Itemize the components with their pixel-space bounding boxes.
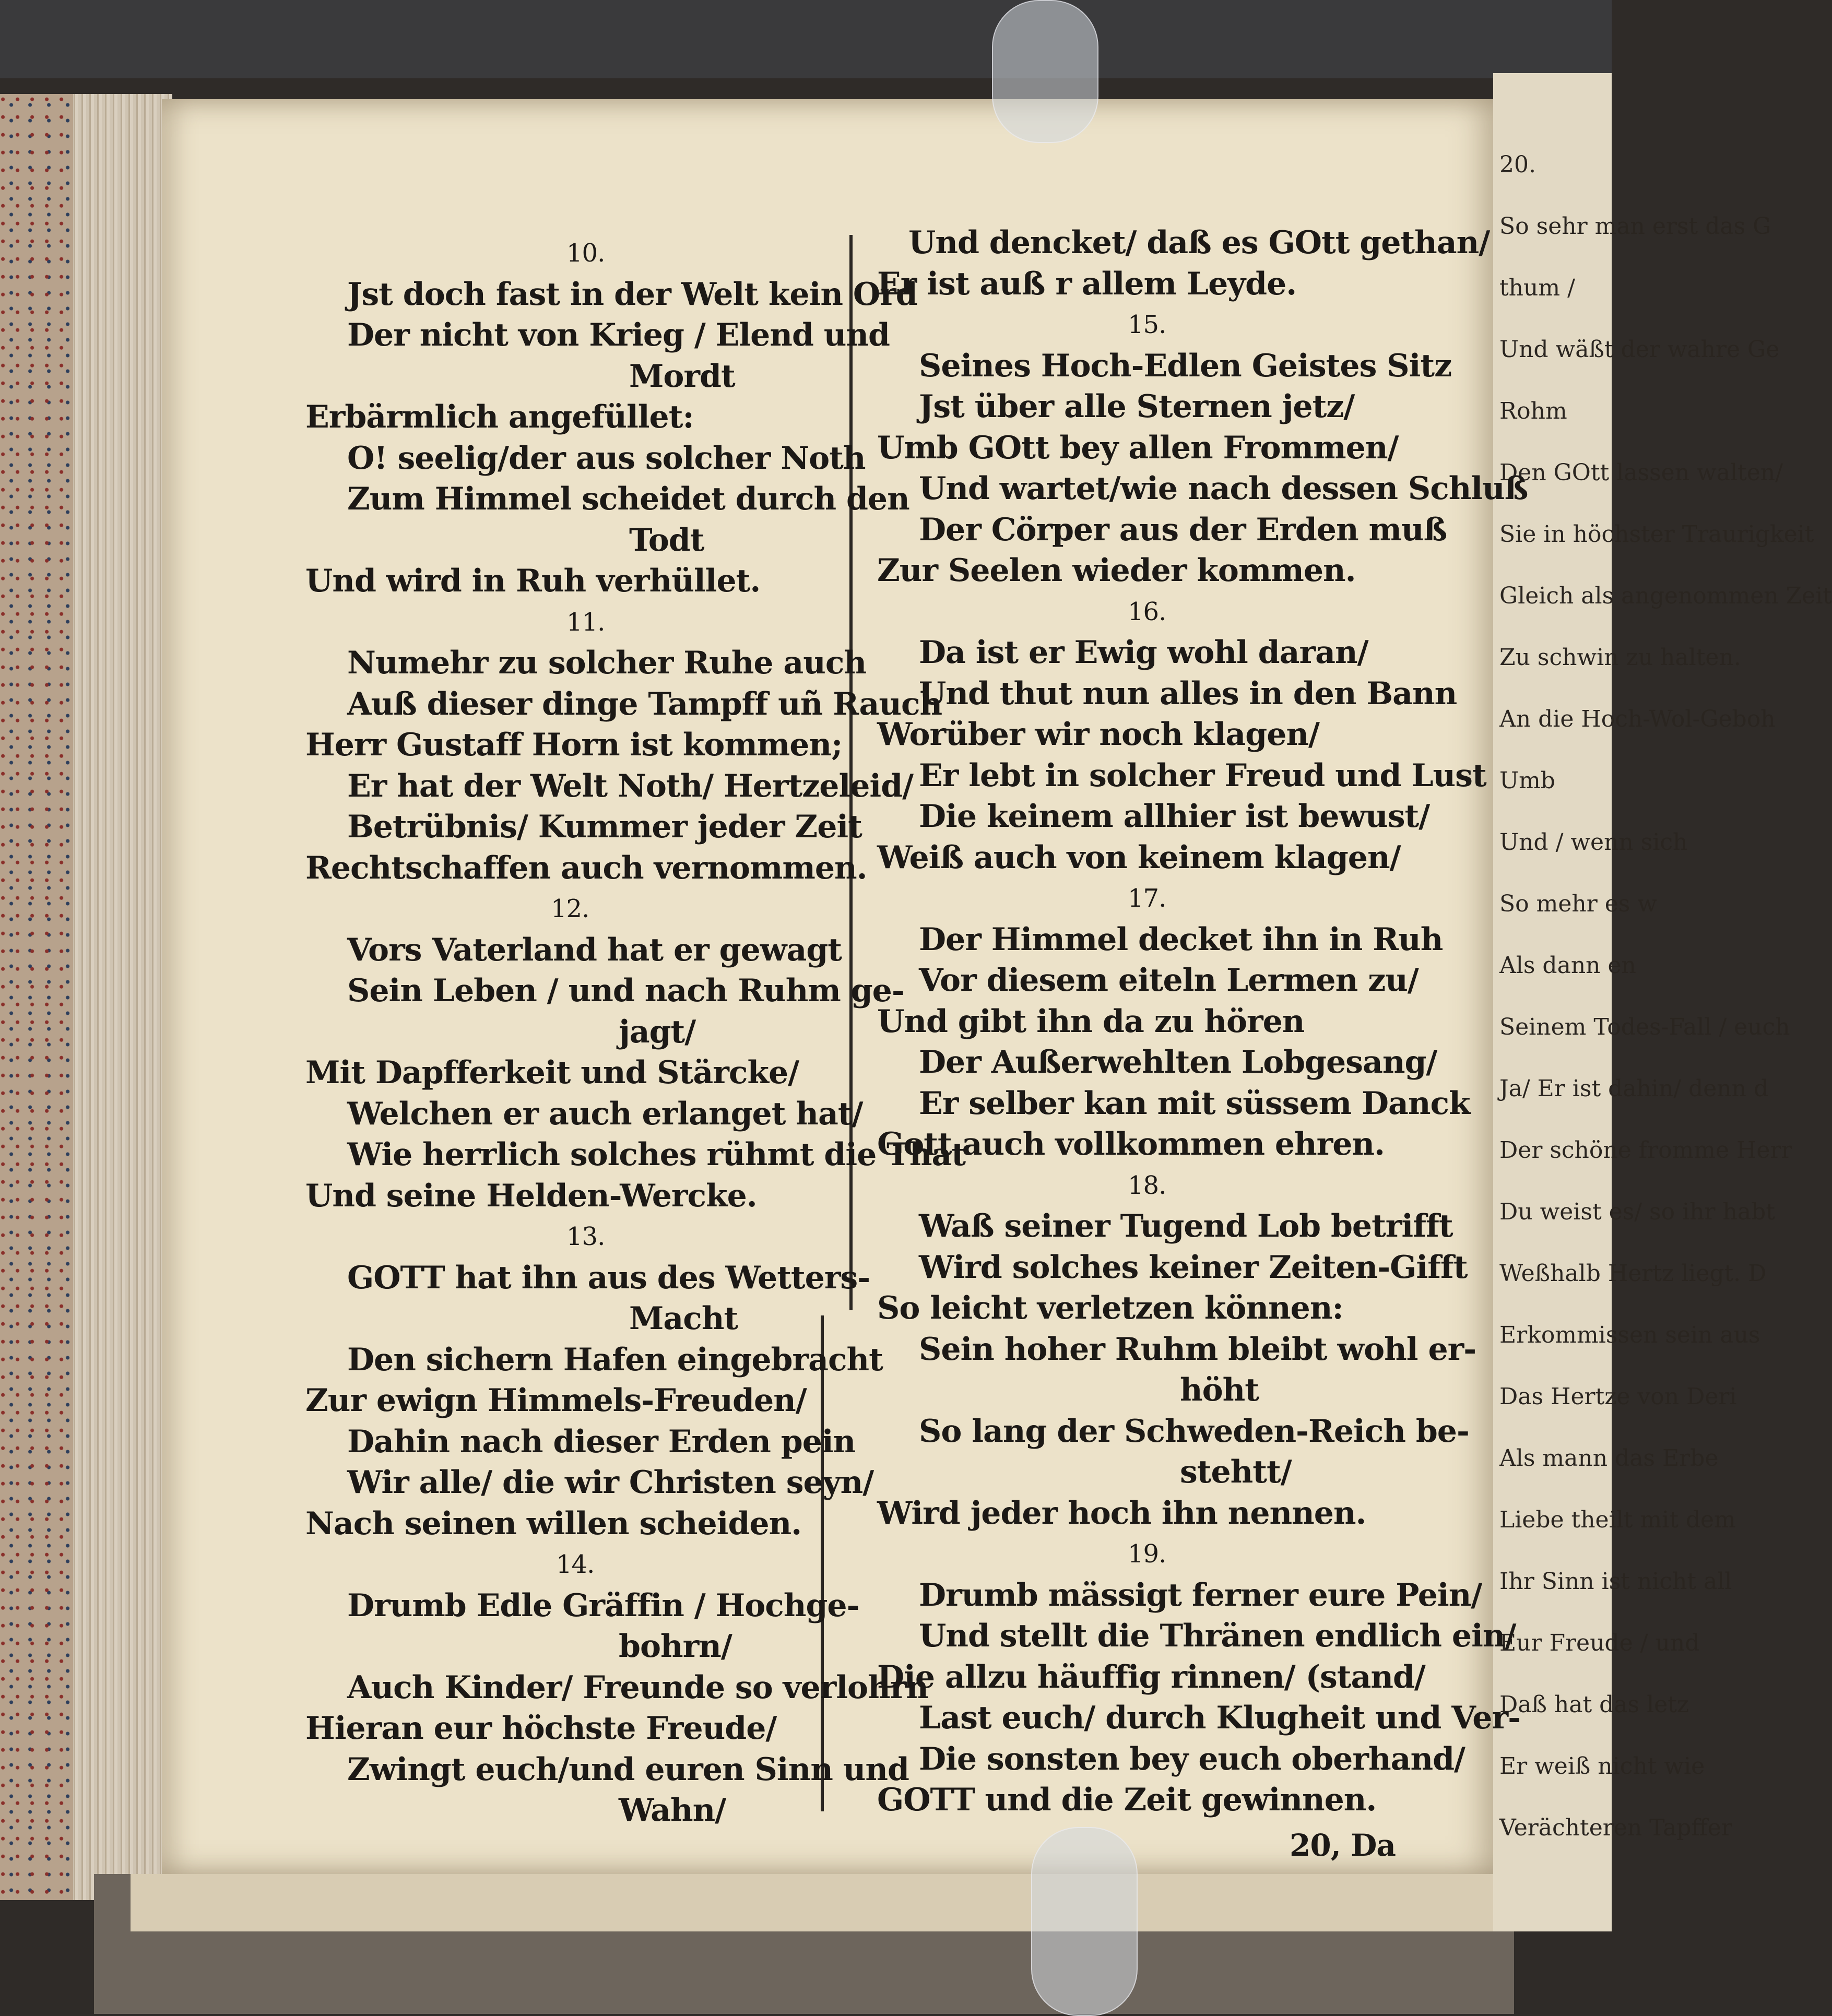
facing-page-text: So sehr man erst das G — [1499, 213, 1771, 240]
verse-line: stehtt/ — [1180, 1454, 1292, 1490]
verse-line: Der nicht von Krieg / Elend und — [347, 317, 890, 353]
verse-line: Wird solches keiner Zeiten-Gifft — [919, 1249, 1468, 1286]
facing-page-text: So mehr es w — [1499, 891, 1658, 917]
verse-line: jagt/ — [619, 1013, 696, 1050]
page-stack-edge — [0, 94, 172, 1900]
verse-line: höht — [1180, 1372, 1259, 1408]
verse-line: GOTT und die Zeit gewinnen. — [877, 1782, 1377, 1818]
verse-line: Rechtschaffen auch vernommen. — [305, 849, 867, 886]
verse-line: Vor diesem eiteln Lermen zu/ — [919, 962, 1419, 999]
verse-line: Macht — [629, 1300, 738, 1337]
page-clip-bottom — [1031, 1827, 1138, 2016]
verse-line: Drumb Edle Gräffin / Hochge- — [347, 1587, 859, 1624]
verse-line: Er selber kan mit süssem Danck — [919, 1085, 1470, 1122]
page-bottom-edge — [131, 1874, 1498, 1931]
verse-line: Umb GOtt bey allen Frommen/ — [877, 429, 1399, 466]
verse-line: Er hat der Welt Noth/ Hertzeleid/ — [347, 767, 914, 804]
facing-page-text: Seinem Todes-Fall / euch — [1499, 1014, 1790, 1040]
verse-line: Und seine Helden-Wercke. — [305, 1177, 757, 1214]
facing-page-text: Zu schwin zu halten. — [1499, 644, 1741, 671]
stanza-number: 11. — [566, 607, 605, 637]
verse-line: Die allzu häuffig rinnen/ (stand/ — [877, 1658, 1425, 1695]
verse-line: Numehr zu solcher Ruhe auch — [347, 645, 867, 681]
verse-line: Wir alle/ die wir Christen seyn/ — [347, 1464, 874, 1501]
sprinkled-edge — [0, 94, 73, 1900]
verse-line: Herr Gustaff Horn ist kommen; — [305, 727, 843, 763]
facing-page-text: Und / wenn sich — [1499, 829, 1688, 856]
verse-line: Die keinem allhier ist bewust/ — [919, 798, 1430, 835]
verse-line: Und stellt die Thränen endlich ein/ — [919, 1618, 1516, 1654]
facing-page-text: Den GOtt lassen walten/ — [1499, 459, 1783, 486]
facing-page-text: Das Hertze von Deri — [1499, 1383, 1737, 1410]
verse-line: Jst doch fast in der Welt kein Ord — [347, 276, 917, 313]
verse-line: Zum Himmel scheidet durch den — [347, 481, 909, 517]
column-divider-lower — [821, 1315, 824, 1811]
verse-line: Mordt — [629, 358, 735, 395]
verse-line: Nach seinen willen scheiden. — [305, 1505, 802, 1542]
stanza-number: 19. — [1128, 1539, 1166, 1569]
facing-page-text: Umb — [1499, 767, 1555, 794]
verse-line: Mit Dapfferkeit und Stärcke/ — [305, 1054, 799, 1091]
facing-page-text: Weßhalb Hertz liegt. D — [1499, 1260, 1767, 1287]
facing-page-text: Der schöne fromme Herr — [1499, 1137, 1792, 1164]
stanza-number: 16. — [1128, 597, 1166, 626]
verse-line: Der Außerwehlten Lobgesang/ — [919, 1044, 1437, 1081]
verse-line: Jst über alle Sternen jetz/ — [919, 388, 1355, 425]
verse-line: Auch Kinder/ Freunde so verlohrn — [347, 1669, 928, 1706]
verse-line: Weiß auch von keinem klagen/ — [877, 839, 1401, 876]
verse-line: Wie herrlich solches rühmt die That — [347, 1136, 966, 1173]
verse-line: bohrn/ — [619, 1628, 732, 1665]
facing-page-text: Daß hat das letz — [1499, 1691, 1689, 1718]
verse-line: Zur ewign Himmels-Freuden/ — [305, 1382, 807, 1419]
verse-line: Sein Leben / und nach Ruhm ge- — [347, 973, 904, 1009]
verse-line: GOTT hat ihn aus des Wetters- — [347, 1259, 870, 1296]
verse-line: Seines Hoch-Edlen Geistes Sitz — [919, 347, 1452, 384]
verse-line: Und wird in Ruh verhüllet. — [305, 563, 761, 599]
verse-line: Zur Seelen wieder kommen. — [877, 552, 1356, 589]
verse-line: Drumb mässigt ferner eure Pein/ — [919, 1576, 1482, 1614]
verse-line: Zwingt euch/und euren Sinn und — [347, 1751, 909, 1788]
verse-line: Da ist er Ewig wohl daran/ — [919, 634, 1368, 671]
verse-line: Die sonsten bey euch oberhand/ — [919, 1740, 1465, 1777]
verse-line: Last euch/ durch Klugheit und Ver- — [919, 1700, 1520, 1736]
verse-line: Er ist auß r allem Leyde. — [877, 265, 1297, 302]
stanza-number: 18. — [1128, 1170, 1166, 1200]
verse-line: Welchen er auch erlanget hat/ — [347, 1095, 863, 1132]
verse-line: Und wartet/wie nach dessen Schluß — [919, 470, 1528, 507]
verse-line: Und gibt ihn da zu hören — [877, 1003, 1305, 1040]
facing-page-text: Als mann das Erbe — [1499, 1445, 1719, 1472]
facing-page-text: Als dann en — [1499, 952, 1636, 979]
verse-line: Waß seiner Tugend Lob betrifft — [919, 1208, 1453, 1244]
verse-line: Der Cörper aus der Erden muß — [919, 511, 1447, 548]
facing-page-text: Rohm — [1499, 398, 1567, 424]
verse-line: Gott auch vollkommen ehren. — [877, 1126, 1385, 1163]
facing-page-text: 20. — [1499, 151, 1536, 178]
verse-line: Und thut nun alles in den Bann — [919, 675, 1457, 712]
verse-line: Wahn/ — [619, 1792, 726, 1829]
facing-page-text: thum / — [1499, 275, 1575, 301]
verse-line: O! seelig/der aus solcher Noth — [347, 440, 866, 477]
verse-line: Erbärmlich angefüllet: — [305, 399, 694, 435]
facing-page-text: Ihr Sinn ist nicht all — [1499, 1568, 1732, 1595]
verse-line: Hieran eur höchste Freude/ — [305, 1710, 777, 1747]
stanza-number: 13. — [566, 1222, 605, 1251]
stanza-number: 17. — [1128, 884, 1166, 913]
verse-line: So leicht verletzen können: — [877, 1290, 1343, 1326]
verse-line: Den sichern Hafen eingebracht — [347, 1341, 883, 1378]
verse-line: Vors Vaterland hat er gewagt — [347, 931, 842, 968]
verse-line: So lang der Schweden-Reich be- — [919, 1413, 1469, 1450]
facing-page-text: Verächteren Tapffer — [1499, 1815, 1732, 1841]
verse-line: Worüber wir noch klagen/ — [877, 716, 1319, 753]
stanza-number: 10. — [566, 239, 605, 268]
verse-line: Betrübnis/ Kummer jeder Zeit — [347, 809, 862, 845]
verse-line: Sein hoher Ruhm bleibt wohl er- — [919, 1331, 1476, 1368]
verse-line: Wird jeder hoch ihn nennen. — [877, 1495, 1366, 1532]
verse-line: Dahin nach dieser Erden pein — [347, 1423, 856, 1460]
scanner-background — [0, 0, 1612, 78]
facing-page-text: Er weiß nicht wie — [1499, 1753, 1705, 1780]
stanza-number: 14. — [556, 1550, 595, 1579]
catchword: 20, Da — [1290, 1828, 1396, 1863]
facing-page-text: Eur Freude / und — [1499, 1630, 1700, 1656]
facing-page-text: Und wäßt der wahre Ge — [1499, 336, 1780, 363]
verse-line: Todt — [629, 521, 704, 559]
facing-page-text: Sie in höchster Traurigkeit — [1499, 521, 1814, 548]
facing-page-text: Ja/ Er ist dahin/ denn d — [1499, 1075, 1769, 1102]
page-clip-top — [992, 0, 1098, 143]
facing-page-text: Erkommissen sein aus — [1499, 1322, 1760, 1348]
stanza-number: 12. — [551, 894, 589, 923]
facing-page-text: An die Hoch-Wol-Geboh — [1499, 706, 1776, 732]
verse-line: Und dencket/ daß es GOtt gethan/ — [908, 224, 1490, 261]
facing-page-text: Gleich als angenommen Zeit — [1499, 583, 1832, 609]
facing-page-text: Liebe theilt mit dem — [1499, 1507, 1736, 1533]
facing-page-text: Du weist es/ so ihr habt — [1499, 1199, 1775, 1225]
verse-line: Auß dieser dinge Tampff uñ Rauch — [347, 685, 942, 722]
verse-line: Er lebt in solcher Freud und Lust — [919, 757, 1486, 794]
stanza-number: 15. — [1128, 310, 1166, 339]
verse-line: Der Himmel decket ihn in Ruh — [919, 921, 1443, 958]
